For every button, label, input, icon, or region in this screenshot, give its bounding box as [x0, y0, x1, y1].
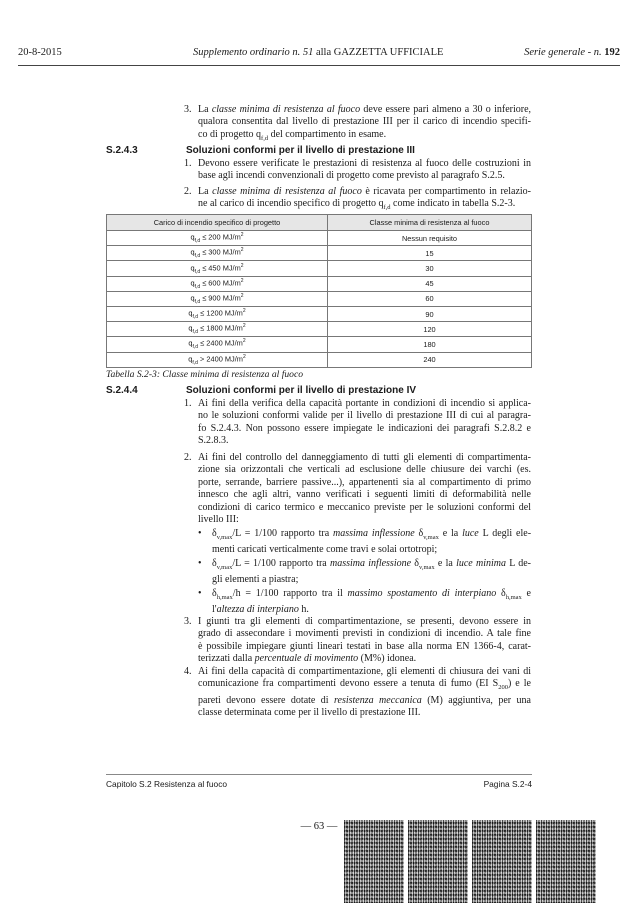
table-cell-load: $q_{f,d} \le 900$ $MJ/m^2$ — [107, 291, 328, 306]
table-row — [107, 291, 532, 306]
table-cell-class: 240 — [328, 352, 532, 367]
section-number-s244: S.2.4.4 — [106, 385, 138, 396]
table-cell-load: $q_{f,d} \le 200$ $MJ/m^2$ — [107, 231, 328, 246]
text-line: S.2.8.3. — [198, 435, 229, 447]
item-number: 1. — [184, 158, 192, 169]
header-date: 20-8-2015 — [18, 47, 62, 58]
text-line: livello III: — [198, 514, 239, 526]
table-cell-class: 90 — [328, 306, 532, 321]
table-cell-load: $q_{f,d} \le 450$ $MJ/m^2$ — [107, 261, 328, 276]
text-line: condizioni di carico termico e meccanico previste per le soluzioni conformi del — [198, 501, 531, 513]
bullet-item — [198, 558, 532, 587]
text-line: base agli incendi convenzionali di progetto come previsto al paragrafo S.2.5. — [198, 170, 505, 182]
paragraph-s244-1 — [184, 398, 531, 448]
footer-rule — [106, 774, 532, 775]
table-cell-class: 30 — [328, 261, 532, 276]
paragraph-s243-2 — [184, 186, 531, 215]
page-number: — 63 — — [300, 821, 338, 832]
table-row — [107, 306, 532, 321]
table-row — [107, 231, 532, 246]
paragraph-3-classe-minima — [184, 104, 532, 145]
bullet-item — [198, 588, 531, 617]
table-row — [107, 261, 532, 276]
page-header — [18, 47, 620, 63]
footer-page-label: Pagina S.2-4 — [483, 779, 532, 789]
text-line: terizzati dalla percentuale di movimento (M%) idonea. — [198, 653, 417, 665]
table-cell-class: 180 — [328, 337, 532, 352]
table-cell-class: 60 — [328, 291, 532, 306]
text-line: La classe minima di resistenza al fuoco è ricavata per compartimento in relazio- — [198, 186, 531, 197]
text-line: pareti devono essere dotate di resistenza meccanica (M) aggiuntiva, per una — [198, 694, 531, 706]
text-line: comunicazione fra compartimenti devono essere a tenuta di fumo (EI $S_{200}$) e le — [198, 678, 531, 692]
text-line: no le soluzioni conformi valide per il livello di prestazione III di cui al paragra- — [198, 410, 531, 422]
text-line: Ai fini della capacità di compartimentazione, gli elementi di chiusura dei vani di — [198, 666, 531, 677]
item-number: 2. — [184, 186, 192, 197]
table-cell-load: $q_{f,d} \le 1200$ $MJ/m^2$ — [107, 306, 328, 321]
table-cell-load: $q_{f,d} > 2400$ $MJ/m^2$ — [107, 352, 328, 367]
text-line: I giunti tra gli elementi di compartimentazione, se presenti, devono essere in — [198, 616, 531, 627]
item-number: 3. — [184, 616, 192, 627]
paragraph-s244-4 — [184, 666, 531, 720]
section-number-s243: S.2.4.3 — [106, 145, 138, 156]
table-cell-class: 15 — [328, 246, 532, 261]
text-line: Devono essere verificate le prestazioni di resistenza al fuoco delle costruzioni in — [198, 158, 531, 169]
scan-code-strip — [344, 820, 638, 903]
text-line: $\delta_{v,max}/L = 1/100$ rapporto tra massima inflessione $\delta_{v,max}$ e la luce L degli ele- — [212, 528, 532, 541]
text-line: classe determinata come per il livello di prestazione III. — [198, 707, 421, 719]
text-line: Ai fini della verifica della capacità portante in condizioni di incendio si applica- — [198, 398, 531, 409]
bullet-dot: • — [198, 588, 202, 599]
table-row — [107, 337, 532, 352]
paragraph-s243-1 — [184, 158, 531, 183]
table-row — [107, 322, 532, 337]
text-line: è possibile impiegare giunti lineari testati in base alla norma EN 1366-4, carat- — [198, 640, 531, 652]
bullet-dot: • — [198, 558, 202, 569]
table-cell-class: Nessun requisito — [328, 231, 532, 246]
item-number: 1. — [184, 398, 192, 409]
text-line: $\delta_{h,max}/h = 1/100$ rapporto tra il massimo spostamento di interpiano $\delta_{h,max}$ e — [212, 588, 531, 601]
item-number: 4. — [184, 666, 192, 677]
item-number: 2. — [184, 452, 192, 463]
table-cell-class: 120 — [328, 322, 532, 337]
header-series: Serie generale - n. 192 — [524, 47, 620, 58]
table-row — [107, 276, 532, 291]
paragraph-s244-3 — [184, 616, 531, 666]
text-line: grado di assecondare i movimenti previsti in condizioni di incendio. A tale fine — [198, 628, 531, 640]
footer-chapter: Capitolo S.2 Resistenza al fuoco — [106, 779, 228, 789]
header-publication: Supplemento ordinario n. 51 alla GAZZETTA UFFICIALE — [193, 47, 444, 58]
section-title-s243: Soluzioni conformi per il livello di prestazione III — [186, 145, 415, 156]
table-cell-load: $q_{f,d} \le 1800$ $MJ/m^2$ — [107, 322, 328, 337]
text-line: co di progetto $q_{f,d}$ del compartimento in esame. — [198, 128, 387, 142]
text-line: ne al carico di incendio specifico di progetto $q_{f,d}$ come indicato in tabella S.2-3. — [198, 198, 516, 212]
text-line: zione sia orizzontali che verticali ad esclusione delle chiusure dei varchi (es. — [198, 464, 531, 476]
bullet-item — [198, 528, 532, 557]
text-line: porte, serrande, barriere passive...), appartenenti sia al compartimento di primo — [198, 476, 531, 488]
scan-code-image — [536, 820, 596, 903]
table-cell-class: 45 — [328, 276, 532, 291]
table-header-cell: Classe minima di resistenza al fuoco — [328, 215, 532, 231]
table-header-cell: Carico di incendio specifico di progetto — [107, 215, 328, 231]
text-line: La classe minima di resistenza al fuoco deve essere pari almeno a 30 o inferiore, — [198, 104, 532, 115]
table-cell-load: $q_{f,d} \le 300$ $MJ/m^2$ — [107, 246, 328, 261]
table-caption: Tabella S.2-3: Classe minima di resistenza al fuoco — [106, 369, 304, 380]
text-line: $\delta_{v,max}/L = 1/100$ rapporto tra massima inflessione $\delta_{v,max}$ e la luce minima L de- — [212, 558, 532, 571]
text-line: l'altezza di interpiano h. — [212, 604, 309, 616]
table-cell-load: $q_{f,d} \le 600$ $MJ/m^2$ — [107, 276, 328, 291]
scan-code-image — [408, 820, 468, 903]
text-line: qualora consentita dal livello di prestazione III per il carico di incendio specifi- — [198, 116, 531, 128]
section-title-s244: Soluzioni conformi per il livello di prestazione IV — [186, 385, 417, 396]
fire-resistance-table — [106, 214, 532, 368]
text-line: gli elementi a piastra; — [212, 574, 299, 586]
scan-code-image — [472, 820, 532, 903]
item-number: 3. — [184, 104, 192, 115]
text-line: innesco che agli altri, vanno verificati i seguenti limiti di deformabilità nelle — [198, 489, 531, 501]
scan-code-image — [344, 820, 404, 903]
table-row — [107, 352, 532, 367]
paragraph-s244-2 — [184, 452, 531, 526]
table-row — [107, 246, 532, 261]
table-cell-load: $q_{f,d} \le 2400$ $MJ/m^2$ — [107, 337, 328, 352]
text-line: menti caricati verticalmente come travi e solai ortotropi; — [212, 544, 438, 556]
table-header-row — [107, 215, 532, 231]
header-rule — [18, 65, 620, 66]
text-line: Ai fini del controllo del danneggiamento di tutti gli elementi di compartimenta- — [198, 452, 531, 463]
bullet-dot: • — [198, 528, 202, 539]
text-line: fo S.2.4.3. Non possono essere impiegate le indicazioni dei paragrafi S.2.8.2 e — [198, 422, 531, 434]
